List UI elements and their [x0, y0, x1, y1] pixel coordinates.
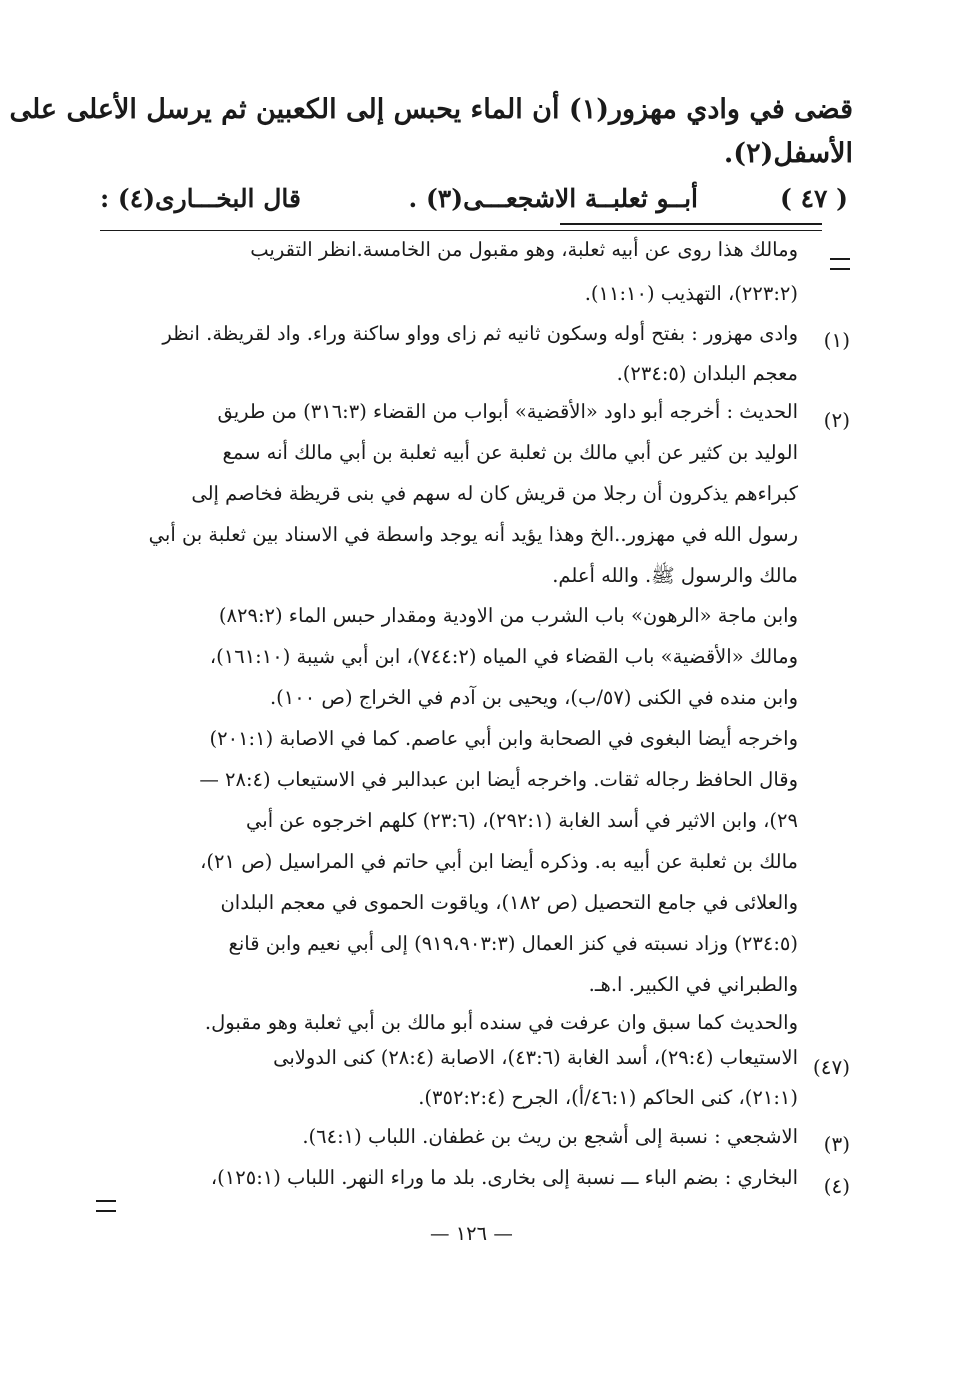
footnote-marker-1: (١): [823, 328, 850, 352]
entry-bukhari-said: قال البخـــارى(٤) :: [100, 184, 301, 213]
main-text-line-2: الأسفل(٢).: [723, 138, 853, 169]
footnote-2-line-1: الحديث : أخرجه أبو داود «الأقضية» أبواب من القضاء (٣١٦:٣) من طريق: [217, 400, 798, 423]
main-text-line-1: قضى في وادي مهزور(١) أن الماء يحبس إلى الكعبين ثم يرسل الأعلى على: [9, 94, 853, 125]
entry-number: ( ٤٧ ): [780, 184, 848, 213]
page-number: — ١٢٦ —: [430, 1222, 513, 1245]
footnote-2-line-6: وابن ماجة «الرهون» باب الشرب من الاودية ومقدار حبس الماء (٨٢٩:٢): [218, 604, 798, 627]
footnote-2-line-14: (٢٣٤:٥) وزاد نسبته في كنز العمال (٩١٩،٩٠٣:٣) إلى أبي نعيم وابن قانع: [228, 932, 798, 955]
heading-underline: [560, 223, 822, 225]
continuation-mark: [830, 258, 850, 270]
footnote-3-line-1: الاشجعي : نسبة إلى أشجع بن ريث بن غطفان. اللباب (٦٤:١).: [302, 1125, 798, 1148]
footnote-2-line-9: واخرجه أيضا البغوى في الصحابة وابن أبي عاصم. كما في الاصابة (٢٠١:١): [209, 727, 798, 750]
footnote-47-line-2: (٢١:١)، كنى الحاكم (٤٦:١/أ)، الجرح (٣٥٢:٢:٤).: [418, 1086, 798, 1109]
footnote-2-line-15: والطبراني في الكبير. ا.هـ.: [588, 973, 798, 996]
footnote-2-line-2: الوليد بن كثير عن أبي مالك بن ثعلبة عن أبيه ثعلبة بن أبي مالك أنه سمع: [222, 441, 798, 464]
footnote-47-line-1: الاستيعاب (٢٩:٤)، أسد الغابة (٤٣:٦)، الاصابة (٢٨:٤) كنى الدولابى: [273, 1046, 798, 1069]
footnote-2-line-8: وابن منده في الكنى (٥٧/ب)، ويحيى بن آدم في الخراج (ص ١٠٠).: [269, 686, 798, 709]
footnote-2-line-5: مالك والرسول ﷺ. والله أعلم.: [552, 564, 798, 587]
footnote-2-line-11: ٢٩)، وابن الاثير في أسد الغابة (٢٩٢:١)، (٢٣:٦) كلهم اخرجوه عن أبي: [246, 809, 798, 832]
footnote-2-line-10: وقال الحافظ رجاله ثقات. واخرجه أيضا ابن عبدالبر في الاستيعاب (٢٨:٤ —: [199, 768, 798, 791]
footnote-2-line-12: مالك بن ثعلبة عن أبيه به. وذكره أيضا ابن أبي حاتم في المراسيل (ص ٢١)،: [200, 850, 798, 873]
continued-note-line-1: ومالك هذا روى عن أبيه ثعلبة، وهو مقبول من الخامسة.انظر التقريب: [250, 238, 798, 261]
footnote-marker-3: (٣): [823, 1132, 850, 1156]
footnote-1-line-1: وادى مهزور : بفتح أوله وسكون ثانيه ثم زاى وواو ساكنة وراء. واد لقريظة. انظر: [162, 322, 798, 345]
footnote-marker-2: (٢): [823, 408, 850, 432]
footnote-marker-47: (٤٧): [812, 1055, 850, 1079]
continuation-mark-bottom: [96, 1200, 116, 1212]
footnote-1-line-2: معجم البلدان (٢٣٤:٥).: [616, 362, 798, 385]
footnote-2-line-16: والحديث كما سبق وان عرفت في سنده أبو مالك بن أبي ثعلبة وهو مقبول.: [204, 1011, 798, 1034]
continued-note-line-2: (٢٢٣:٢)، التهذيب (١١:١٠).: [584, 282, 798, 305]
footnote-separator: [100, 230, 822, 231]
footnote-2-line-7: ومالك «الأقضية» باب القضاء في المياه (٧٤٤:٢)، ابن أبي شيبة (١٦١:١٠)،: [209, 645, 798, 668]
footnote-2-line-4: رسول الله في مهزور..الخ وهذا يؤيد أنه يوجد واسطة في الاسناد بين ثعلبة بن أبي: [148, 523, 798, 546]
entry-name: أبــو ثعلبــة الاشجعـــى(٣) .: [408, 184, 698, 213]
footnote-2-line-3: كبراءهم يذكرون أن رجلا من قريش كان له سهم في بنى قريظة فخاصم إلى: [191, 482, 798, 505]
footnote-2-line-13: والعلائى في جامع التحصيل (ص ١٨٢)، وياقوت الحموى في معجم البلدان: [220, 891, 798, 914]
footnote-4-line-1: البخاري : بضم الباء ـــ نسبة إلى بخارى. بلد ما وراء النهر. اللباب (١٢٥:١)،: [210, 1166, 798, 1189]
footnote-marker-4: (٤): [823, 1174, 850, 1198]
